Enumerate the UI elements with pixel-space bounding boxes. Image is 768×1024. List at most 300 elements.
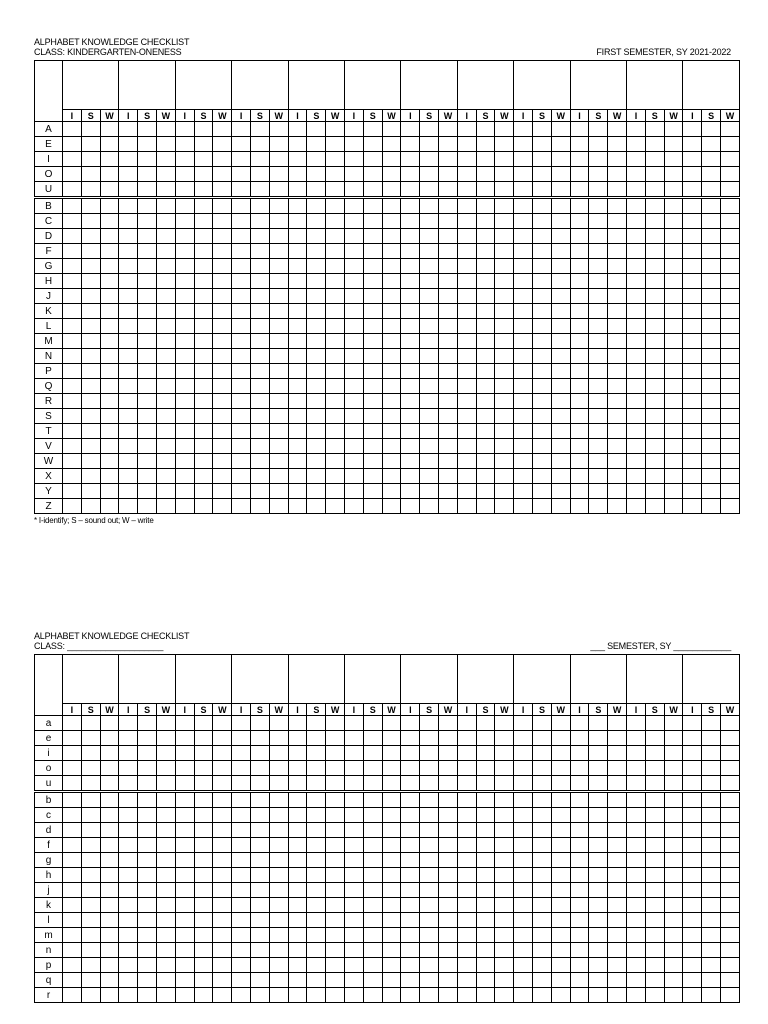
- check-cell[interactable]: [608, 198, 627, 214]
- check-cell[interactable]: [345, 776, 364, 792]
- check-cell[interactable]: [382, 274, 401, 289]
- check-cell[interactable]: [81, 823, 100, 838]
- check-cell[interactable]: [251, 484, 270, 499]
- check-cell[interactable]: [533, 424, 552, 439]
- check-cell[interactable]: [476, 716, 495, 731]
- check-cell[interactable]: [232, 988, 251, 1003]
- check-cell[interactable]: [382, 808, 401, 823]
- check-cell[interactable]: [495, 883, 514, 898]
- check-cell[interactable]: [401, 394, 420, 409]
- check-cell[interactable]: [326, 198, 345, 214]
- check-cell[interactable]: [363, 943, 382, 958]
- check-cell[interactable]: [495, 469, 514, 484]
- check-cell[interactable]: [157, 137, 176, 152]
- check-cell[interactable]: [721, 122, 740, 137]
- check-cell[interactable]: [157, 988, 176, 1003]
- check-cell[interactable]: [288, 409, 307, 424]
- check-cell[interactable]: [476, 364, 495, 379]
- check-cell[interactable]: [664, 214, 683, 229]
- check-cell[interactable]: [702, 868, 721, 883]
- check-cell[interactable]: [608, 943, 627, 958]
- check-cell[interactable]: [269, 484, 288, 499]
- check-cell[interactable]: [420, 198, 439, 214]
- check-cell[interactable]: [100, 883, 119, 898]
- check-cell[interactable]: [420, 868, 439, 883]
- check-cell[interactable]: [401, 469, 420, 484]
- student-name-cell[interactable]: [570, 655, 626, 704]
- check-cell[interactable]: [100, 808, 119, 823]
- check-cell[interactable]: [345, 868, 364, 883]
- check-cell[interactable]: [551, 274, 570, 289]
- check-cell[interactable]: [213, 229, 232, 244]
- check-cell[interactable]: [683, 244, 702, 259]
- check-cell[interactable]: [721, 958, 740, 973]
- check-cell[interactable]: [307, 274, 326, 289]
- check-cell[interactable]: [608, 122, 627, 137]
- check-cell[interactable]: [664, 198, 683, 214]
- check-cell[interactable]: [401, 439, 420, 454]
- check-cell[interactable]: [269, 214, 288, 229]
- check-cell[interactable]: [664, 409, 683, 424]
- check-cell[interactable]: [194, 928, 213, 943]
- check-cell[interactable]: [495, 259, 514, 274]
- check-cell[interactable]: [589, 731, 608, 746]
- check-cell[interactable]: [307, 214, 326, 229]
- check-cell[interactable]: [457, 469, 476, 484]
- check-cell[interactable]: [476, 746, 495, 761]
- check-cell[interactable]: [63, 943, 82, 958]
- check-cell[interactable]: [401, 499, 420, 514]
- check-cell[interactable]: [645, 274, 664, 289]
- check-cell[interactable]: [194, 379, 213, 394]
- check-cell[interactable]: [664, 167, 683, 182]
- check-cell[interactable]: [251, 182, 270, 198]
- check-cell[interactable]: [288, 304, 307, 319]
- check-cell[interactable]: [664, 928, 683, 943]
- check-cell[interactable]: [251, 454, 270, 469]
- check-cell[interactable]: [608, 808, 627, 823]
- check-cell[interactable]: [232, 958, 251, 973]
- check-cell[interactable]: [514, 838, 533, 853]
- check-cell[interactable]: [232, 229, 251, 244]
- check-cell[interactable]: [476, 409, 495, 424]
- check-cell[interactable]: [363, 274, 382, 289]
- check-cell[interactable]: [345, 838, 364, 853]
- check-cell[interactable]: [100, 152, 119, 167]
- check-cell[interactable]: [382, 838, 401, 853]
- check-cell[interactable]: [175, 898, 194, 913]
- check-cell[interactable]: [119, 958, 138, 973]
- check-cell[interactable]: [288, 122, 307, 137]
- check-cell[interactable]: [138, 349, 157, 364]
- check-cell[interactable]: [326, 182, 345, 198]
- check-cell[interactable]: [251, 349, 270, 364]
- student-name-cell[interactable]: [401, 655, 457, 704]
- check-cell[interactable]: [232, 137, 251, 152]
- check-cell[interactable]: [551, 424, 570, 439]
- check-cell[interactable]: [382, 364, 401, 379]
- check-cell[interactable]: [664, 484, 683, 499]
- check-cell[interactable]: [251, 761, 270, 776]
- check-cell[interactable]: [533, 484, 552, 499]
- check-cell[interactable]: [514, 913, 533, 928]
- check-cell[interactable]: [645, 761, 664, 776]
- check-cell[interactable]: [627, 439, 646, 454]
- check-cell[interactable]: [194, 167, 213, 182]
- check-cell[interactable]: [702, 334, 721, 349]
- check-cell[interactable]: [251, 229, 270, 244]
- check-cell[interactable]: [81, 364, 100, 379]
- check-cell[interactable]: [533, 958, 552, 973]
- check-cell[interactable]: [645, 244, 664, 259]
- check-cell[interactable]: [157, 943, 176, 958]
- check-cell[interactable]: [702, 973, 721, 988]
- check-cell[interactable]: [401, 424, 420, 439]
- check-cell[interactable]: [345, 182, 364, 198]
- check-cell[interactable]: [269, 182, 288, 198]
- check-cell[interactable]: [81, 167, 100, 182]
- student-name-cell[interactable]: [514, 655, 570, 704]
- check-cell[interactable]: [213, 898, 232, 913]
- check-cell[interactable]: [269, 274, 288, 289]
- check-cell[interactable]: [175, 853, 194, 868]
- check-cell[interactable]: [288, 349, 307, 364]
- check-cell[interactable]: [100, 394, 119, 409]
- check-cell[interactable]: [307, 716, 326, 731]
- check-cell[interactable]: [533, 792, 552, 808]
- check-cell[interactable]: [363, 364, 382, 379]
- check-cell[interactable]: [345, 928, 364, 943]
- check-cell[interactable]: [439, 868, 458, 883]
- check-cell[interactable]: [288, 439, 307, 454]
- check-cell[interactable]: [251, 928, 270, 943]
- check-cell[interactable]: [100, 958, 119, 973]
- check-cell[interactable]: [664, 716, 683, 731]
- check-cell[interactable]: [382, 731, 401, 746]
- check-cell[interactable]: [533, 182, 552, 198]
- check-cell[interactable]: [420, 776, 439, 792]
- check-cell[interactable]: [138, 334, 157, 349]
- check-cell[interactable]: [589, 469, 608, 484]
- check-cell[interactable]: [213, 943, 232, 958]
- check-cell[interactable]: [382, 379, 401, 394]
- check-cell[interactable]: [251, 259, 270, 274]
- check-cell[interactable]: [363, 167, 382, 182]
- check-cell[interactable]: [627, 776, 646, 792]
- check-cell[interactable]: [157, 152, 176, 167]
- check-cell[interactable]: [551, 304, 570, 319]
- check-cell[interactable]: [551, 958, 570, 973]
- check-cell[interactable]: [363, 469, 382, 484]
- check-cell[interactable]: [326, 731, 345, 746]
- check-cell[interactable]: [81, 776, 100, 792]
- check-cell[interactable]: [63, 716, 82, 731]
- check-cell[interactable]: [326, 958, 345, 973]
- check-cell[interactable]: [420, 988, 439, 1003]
- check-cell[interactable]: [194, 761, 213, 776]
- check-cell[interactable]: [119, 898, 138, 913]
- check-cell[interactable]: [514, 334, 533, 349]
- check-cell[interactable]: [232, 198, 251, 214]
- check-cell[interactable]: [401, 898, 420, 913]
- check-cell[interactable]: [683, 319, 702, 334]
- check-cell[interactable]: [288, 988, 307, 1003]
- check-cell[interactable]: [476, 958, 495, 973]
- check-cell[interactable]: [702, 776, 721, 792]
- check-cell[interactable]: [213, 289, 232, 304]
- check-cell[interactable]: [514, 499, 533, 514]
- check-cell[interactable]: [326, 868, 345, 883]
- check-cell[interactable]: [345, 424, 364, 439]
- check-cell[interactable]: [232, 167, 251, 182]
- check-cell[interactable]: [345, 943, 364, 958]
- check-cell[interactable]: [119, 289, 138, 304]
- check-cell[interactable]: [401, 182, 420, 198]
- check-cell[interactable]: [194, 838, 213, 853]
- check-cell[interactable]: [570, 182, 589, 198]
- check-cell[interactable]: [81, 137, 100, 152]
- check-cell[interactable]: [157, 304, 176, 319]
- check-cell[interactable]: [702, 304, 721, 319]
- check-cell[interactable]: [63, 499, 82, 514]
- check-cell[interactable]: [457, 973, 476, 988]
- check-cell[interactable]: [420, 182, 439, 198]
- check-cell[interactable]: [664, 792, 683, 808]
- check-cell[interactable]: [232, 823, 251, 838]
- check-cell[interactable]: [664, 379, 683, 394]
- check-cell[interactable]: [363, 244, 382, 259]
- check-cell[interactable]: [683, 731, 702, 746]
- check-cell[interactable]: [721, 182, 740, 198]
- check-cell[interactable]: [514, 792, 533, 808]
- check-cell[interactable]: [251, 379, 270, 394]
- check-cell[interactable]: [81, 988, 100, 1003]
- check-cell[interactable]: [721, 731, 740, 746]
- check-cell[interactable]: [269, 808, 288, 823]
- check-cell[interactable]: [138, 823, 157, 838]
- check-cell[interactable]: [702, 454, 721, 469]
- check-cell[interactable]: [175, 776, 194, 792]
- check-cell[interactable]: [683, 122, 702, 137]
- check-cell[interactable]: [589, 439, 608, 454]
- check-cell[interactable]: [683, 808, 702, 823]
- check-cell[interactable]: [326, 229, 345, 244]
- check-cell[interactable]: [100, 304, 119, 319]
- check-cell[interactable]: [232, 122, 251, 137]
- check-cell[interactable]: [382, 761, 401, 776]
- check-cell[interactable]: [514, 928, 533, 943]
- check-cell[interactable]: [63, 439, 82, 454]
- check-cell[interactable]: [232, 808, 251, 823]
- check-cell[interactable]: [100, 379, 119, 394]
- check-cell[interactable]: [175, 304, 194, 319]
- check-cell[interactable]: [514, 167, 533, 182]
- check-cell[interactable]: [439, 853, 458, 868]
- check-cell[interactable]: [81, 409, 100, 424]
- check-cell[interactable]: [288, 334, 307, 349]
- check-cell[interactable]: [345, 792, 364, 808]
- student-name-cell[interactable]: [288, 61, 344, 110]
- check-cell[interactable]: [608, 883, 627, 898]
- check-cell[interactable]: [570, 928, 589, 943]
- check-cell[interactable]: [645, 349, 664, 364]
- check-cell[interactable]: [551, 152, 570, 167]
- check-cell[interactable]: [457, 409, 476, 424]
- check-cell[interactable]: [288, 244, 307, 259]
- check-cell[interactable]: [645, 122, 664, 137]
- check-cell[interactable]: [345, 823, 364, 838]
- check-cell[interactable]: [138, 214, 157, 229]
- check-cell[interactable]: [514, 469, 533, 484]
- check-cell[interactable]: [401, 334, 420, 349]
- check-cell[interactable]: [100, 244, 119, 259]
- check-cell[interactable]: [119, 424, 138, 439]
- check-cell[interactable]: [307, 439, 326, 454]
- check-cell[interactable]: [194, 182, 213, 198]
- check-cell[interactable]: [269, 244, 288, 259]
- check-cell[interactable]: [175, 229, 194, 244]
- check-cell[interactable]: [495, 229, 514, 244]
- check-cell[interactable]: [495, 454, 514, 469]
- check-cell[interactable]: [307, 808, 326, 823]
- check-cell[interactable]: [232, 776, 251, 792]
- check-cell[interactable]: [269, 731, 288, 746]
- check-cell[interactable]: [683, 988, 702, 1003]
- check-cell[interactable]: [63, 198, 82, 214]
- check-cell[interactable]: [269, 883, 288, 898]
- check-cell[interactable]: [81, 439, 100, 454]
- check-cell[interactable]: [439, 838, 458, 853]
- check-cell[interactable]: [119, 394, 138, 409]
- check-cell[interactable]: [307, 424, 326, 439]
- check-cell[interactable]: [664, 182, 683, 198]
- check-cell[interactable]: [81, 424, 100, 439]
- check-cell[interactable]: [345, 259, 364, 274]
- check-cell[interactable]: [326, 454, 345, 469]
- check-cell[interactable]: [514, 259, 533, 274]
- check-cell[interactable]: [664, 152, 683, 167]
- check-cell[interactable]: [138, 883, 157, 898]
- check-cell[interactable]: [702, 838, 721, 853]
- check-cell[interactable]: [382, 244, 401, 259]
- check-cell[interactable]: [439, 928, 458, 943]
- check-cell[interactable]: [345, 334, 364, 349]
- check-cell[interactable]: [683, 761, 702, 776]
- check-cell[interactable]: [100, 289, 119, 304]
- check-cell[interactable]: [119, 823, 138, 838]
- check-cell[interactable]: [175, 364, 194, 379]
- check-cell[interactable]: [119, 167, 138, 182]
- check-cell[interactable]: [363, 792, 382, 808]
- check-cell[interactable]: [326, 167, 345, 182]
- check-cell[interactable]: [495, 137, 514, 152]
- check-cell[interactable]: [213, 349, 232, 364]
- check-cell[interactable]: [232, 868, 251, 883]
- check-cell[interactable]: [251, 973, 270, 988]
- check-cell[interactable]: [533, 167, 552, 182]
- check-cell[interactable]: [664, 499, 683, 514]
- check-cell[interactable]: [288, 928, 307, 943]
- check-cell[interactable]: [439, 776, 458, 792]
- check-cell[interactable]: [382, 289, 401, 304]
- check-cell[interactable]: [119, 319, 138, 334]
- check-cell[interactable]: [232, 716, 251, 731]
- check-cell[interactable]: [345, 883, 364, 898]
- check-cell[interactable]: [232, 469, 251, 484]
- check-cell[interactable]: [570, 838, 589, 853]
- check-cell[interactable]: [439, 484, 458, 499]
- check-cell[interactable]: [702, 928, 721, 943]
- check-cell[interactable]: [627, 409, 646, 424]
- check-cell[interactable]: [457, 913, 476, 928]
- check-cell[interactable]: [551, 319, 570, 334]
- check-cell[interactable]: [138, 454, 157, 469]
- check-cell[interactable]: [420, 229, 439, 244]
- check-cell[interactable]: [495, 198, 514, 214]
- check-cell[interactable]: [138, 958, 157, 973]
- check-cell[interactable]: [457, 792, 476, 808]
- check-cell[interactable]: [307, 776, 326, 792]
- check-cell[interactable]: [119, 988, 138, 1003]
- check-cell[interactable]: [81, 838, 100, 853]
- check-cell[interactable]: [702, 792, 721, 808]
- check-cell[interactable]: [551, 988, 570, 1003]
- check-cell[interactable]: [382, 137, 401, 152]
- check-cell[interactable]: [194, 274, 213, 289]
- check-cell[interactable]: [420, 792, 439, 808]
- check-cell[interactable]: [119, 808, 138, 823]
- check-cell[interactable]: [514, 883, 533, 898]
- check-cell[interactable]: [420, 928, 439, 943]
- check-cell[interactable]: [401, 988, 420, 1003]
- check-cell[interactable]: [401, 973, 420, 988]
- check-cell[interactable]: [551, 761, 570, 776]
- check-cell[interactable]: [457, 716, 476, 731]
- check-cell[interactable]: [495, 853, 514, 868]
- check-cell[interactable]: [307, 364, 326, 379]
- check-cell[interactable]: [721, 137, 740, 152]
- check-cell[interactable]: [495, 319, 514, 334]
- student-name-cell[interactable]: [232, 655, 288, 704]
- check-cell[interactable]: [683, 198, 702, 214]
- check-cell[interactable]: [345, 137, 364, 152]
- check-cell[interactable]: [232, 364, 251, 379]
- check-cell[interactable]: [551, 334, 570, 349]
- check-cell[interactable]: [457, 439, 476, 454]
- check-cell[interactable]: [401, 792, 420, 808]
- check-cell[interactable]: [439, 182, 458, 198]
- check-cell[interactable]: [645, 454, 664, 469]
- check-cell[interactable]: [664, 883, 683, 898]
- check-cell[interactable]: [551, 469, 570, 484]
- check-cell[interactable]: [326, 409, 345, 424]
- check-cell[interactable]: [269, 439, 288, 454]
- check-cell[interactable]: [194, 349, 213, 364]
- check-cell[interactable]: [721, 469, 740, 484]
- check-cell[interactable]: [570, 274, 589, 289]
- check-cell[interactable]: [683, 379, 702, 394]
- check-cell[interactable]: [100, 716, 119, 731]
- check-cell[interactable]: [608, 364, 627, 379]
- check-cell[interactable]: [288, 182, 307, 198]
- check-cell[interactable]: [533, 943, 552, 958]
- check-cell[interactable]: [138, 439, 157, 454]
- check-cell[interactable]: [269, 898, 288, 913]
- check-cell[interactable]: [138, 499, 157, 514]
- student-name-cell[interactable]: [401, 61, 457, 110]
- check-cell[interactable]: [382, 409, 401, 424]
- check-cell[interactable]: [363, 304, 382, 319]
